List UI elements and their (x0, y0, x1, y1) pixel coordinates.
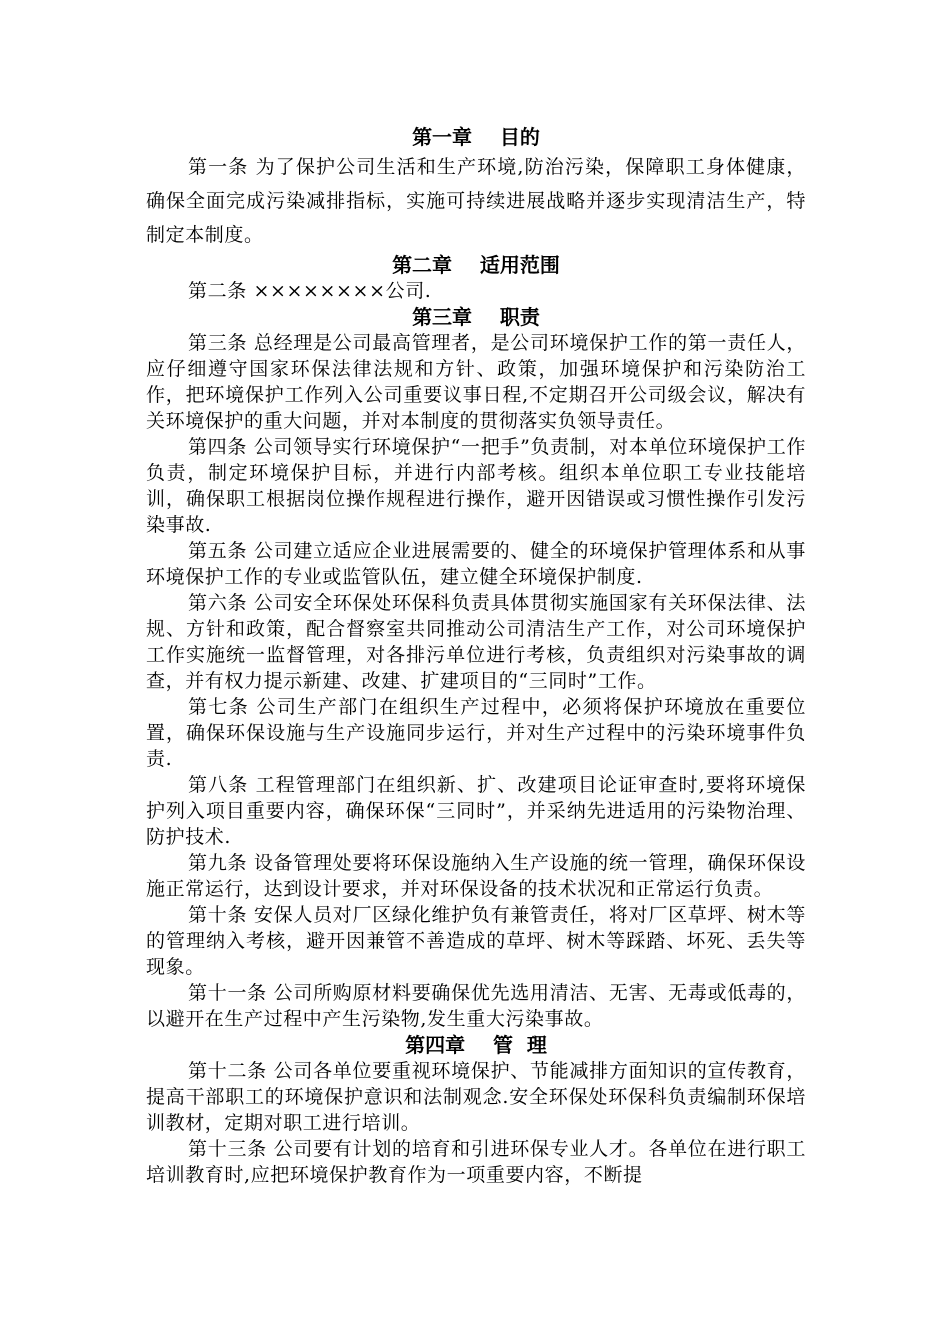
article-13: 第十三条 公司要有计划的培育和引进环保专业人才。各单位在进行职工培训教育时,应把环境保护教育作为一项重要内容，不断提 (146, 1138, 806, 1186)
document-page (146, 124, 806, 1188)
article-4: 第四条 公司领导实行环境保护“一把手”负责制，对本单位环境保护工作负责，制定环境保护目标，并进行内部考核。组织本单位职工专业技能培训，确保职工根据岗位操作规程进行操作，避开因错误或习惯性操作引发污染事故. (146, 436, 806, 536)
chapter-2-title: 第二章 适用范围 (392, 253, 560, 277)
chapter-3-title: 第三章 职责 (412, 305, 540, 329)
article-9: 第九条 设备管理处要将环保设施纳入生产设施的统一管理，确保环保设施正常运行，达到设计要求，并对环保设备的技术状况和正常运行负责。 (146, 852, 806, 900)
article-7: 第七条 公司生产部门在组织生产过程中，必须将保护环境放在重要位置，确保环保设施与生产设施同步运行，并对生产过程中的污染环境事件负责. (146, 696, 806, 770)
article-12: 第十二条 公司各单位要重视环境保护、节能减排方面知识的宣传教育，提高干部职工的环境保护意识和法制观念.安全环保处环保科负责编制环保培训教材，定期对职工进行培训。 (146, 1060, 806, 1134)
article-11: 第十一条 公司所购原材料要确保优先选用清洁、无害、无毒或低毒的，以避开在生产过程中产生污染物,发生重大污染事故。 (146, 982, 806, 1030)
article-8: 第八条 工程管理部门在组织新、扩、改建项目论证审查时,要将环境保护列入项目重要内容，确保环保“三同时”，并采纳先进适用的污染物治理、防护技术. (146, 774, 806, 848)
article-1: 第一条 为了保护公司生活和生产环境,防治污染，保障职工身体健康，确保全面完成污染减排指标，实施可持续进展战略并逐步实现清洁生产，特制定本制度。 (146, 156, 806, 246)
article-3: 第三条 总经理是公司最高管理者，是公司环境保护工作的第一责任人，应仔细遵守国家环保法律法规和方针、政策，加强环境保护和污染防治工作，把环境保护工作列入公司重要议事日程,不定期召开公司级会议，解决有关环境保护的重大问题，并对本制度的贯彻落实负领导责任。 (146, 332, 806, 432)
article-2: 第二条 ××××××××公司. (188, 280, 432, 302)
article-5: 第五条 公司建立适应企业进展需要的、健全的环境保护管理体系和从事环境保护工作的专业或监管队伍，建立健全环境保护制度. (146, 540, 806, 588)
article-6: 第六条 公司安全环保处环保科负责具体贯彻实施国家有关环保法律、法规、方针和政策，配合督察室共同推动公司清洁生产工作，对公司环境保护工作实施统一监督管理，对各排污单位进行考核，负责组织对污染事故的调查，并有权力提示新建、改建、扩建项目的“三同时”工作。 (146, 592, 806, 692)
article-10: 第十条 安保人员对厂区绿化维护负有兼管责任，将对厂区草坪、树木等的管理纳入考核，避开因兼管不善造成的草坪、树木等踩踏、坏死、丢失等现象。 (146, 904, 806, 978)
chapter-4-title: 第四章 管 理 (405, 1033, 547, 1057)
chapter-1-title: 第一章 目的 (412, 125, 540, 149)
